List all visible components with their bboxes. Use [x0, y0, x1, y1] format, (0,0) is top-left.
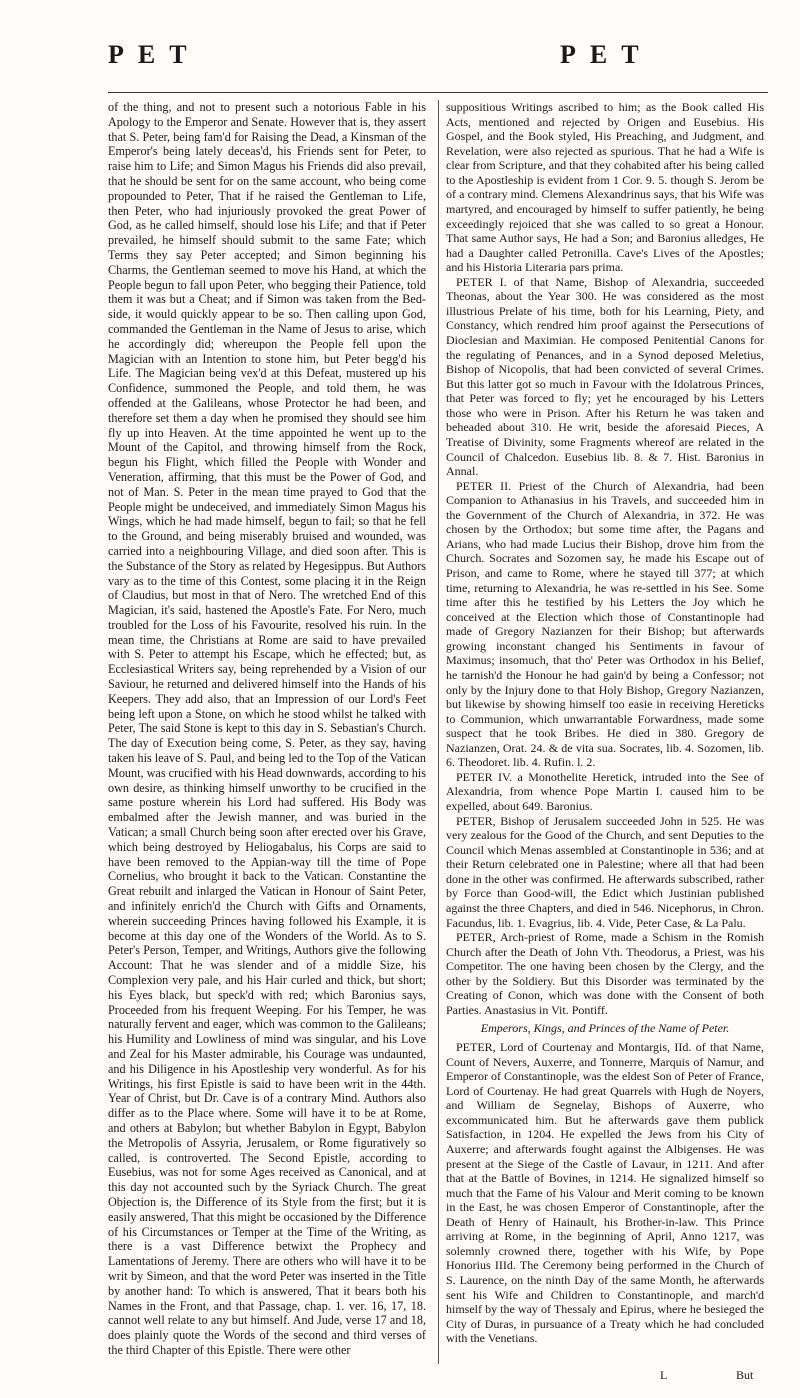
left-column-text: of the thing, and not to present such a notorious Fable in his Apology to the Emperor and Senate. However that is, they assert that S. Peter, being fam'd for Raising the Dead, a Kinsman of the Emperor's being lately deceas'd, his Friends sent for Peter, to raise him to Life; and Simon Magus his Friends did also prevail, that he should be sent for on the same account, who being come propounded to Peter, That if he raised the Gentleman to Life, then Peter, who had injuriously provoked the great Power of God, as he called himself, should lose his Life; and that if Peter prevailed, he himself should submit to the same Fate; which Terms they say Peter accepted; and Simon beginning his Charms, the Gentleman seemed to move his Hand, at which the People begun to fall upon Peter, who begging their Patience, told them it was but a Cheat; and if Simon was taken from the Bed-side, it would quickly appear to be so. Then calling upon God, commanded the Gentleman in the Name of Jesus to arise, which he accordingly did; whereupon the People fell upon the Magician with an Intention to stone him, but Peter begg'd his Life. The Magician being vex'd at this Defeat, mustered up his Confidence, summoned the People, and told them, he was offended at the Galileans, whose Protector he had been, and therefore set them a day when he promised they should see him fly up into Heaven. At the time appointed he went up to the Mount of the Capitol, and throwing himself from the Rock, begun his Flight, which filled the People with Wonder and Veneration, affirming, that this must be the Power of God, and not of Man. S. Peter in the mean time prayed to God that the People might be undeceived, and immediately Simon Magus his Wings, which he had made himself, begun to fail; so that he fell to the Ground, and being miserably bruised and wounded, was carried into a neighbouring Village, and died soon after. This is the Substance of the Story as related by Hegesippus. But Authors vary as to the time of this Contest, some placing it in the Reign of Claudius, but most in that of Nero. The wretched End of this Magician, it's said, hastened the Apostle's Fate. For Nero, much troubled for the Loss of his Favourite, resolved his ruin. In the mean time, the Christians at Rome are said to have prevailed with S. Peter to attempt his Escape, which he effected; but, as Ecclesiastical Writers say, being reprehended by a Vision of our Saviour, he returned and delivered himself into the Hands of his Keepers. They add also, that an Impression of our Lord's Feet being left upon a Stone, on which he stood whilst he talked with Peter, The said Stone is kept to this day in S. Sebastian's Church. The day of Execution being come, S. Peter, as they say, having taken his leave of S. Paul, and being led to the Top of the Vatican Mount, was crucified with his Head downwards, according to his own desire, as thinking himself unworthy to be crucified in the same posture wherein his Lord had suffered. His Body was embalmed after the Jewish manner, and was buried in the Vatican; a small Church being soon after erected over his Grave, which being destroyed by Heliogabalus, his Corps are said to have been removed to the Appian-way till the time of Pope Cornelius, who brought it back to the Vatican. Constantine the Great rebuilt and inlarged the Vatican in Honour of Saint Peter, and infinitely enrich'd the Church with Gifts and Ornaments, wherein succeeding Princes having followed his Example, it is become at this day one of the Wonders of the World. As to S. Peter's Person, Temper, and Writings, Authors give the following Account: That he was slender and of a middle Size, his Complexion very pale, and his Hair curled and thick, but short; his Eyes black, but speck'd with red; which Baronius says, Proceeded from his frequent Weeping. For his Temper, he was naturally fervent and eager, which was common to the Galileans; his Humility and Lowliness of mind was singular, and his Love and Zeal for his Master admirable, his Courage was undaunted, and his Diligence in his Apostleship very wonderful. As for his Writings, his first Epistle is said to have been writ in the 44th. Year of Christ, but Dr. Cave is of a contrary Mind. Authors also differ as to the Place where. Some will have it to be at Rome, and others at Babylon; but whether Babylon in Egypt, Babylon the Metropolis of Assyria, Jerusalem, or Rome figuratively so called, is controverted. The Second Epistle, according to Eusebius, was not for some Ages received as Canonical, and at this day not accounted such by the Syriack Church. The great Objection is, the Difference of its Style from the first; but it is easily answered, That this might be occasioned by the Difference of his Circumstances or Temper at the Time of the Writing, as there is a vast Difference betwixt the Prophecy and Lamentations of Jeremy. There are others who will have it to be writ by Simeon, and that the word Peter was inserted in the Title by another hand: To which is answered, That it bears both his Names in the Front, and that Passage, chap. 1. ver. 16, 17, 18. cannot well relate to any but himself. And Jude, verse 17 and 18, does plainly quote the Words of the second and third verses of the third Chapter of this Epistle. There were other [108, 100, 426, 1357]
entry-peter-archpriest: PETER, Arch-priest of Rome, made a Schism in the Romish Church after the Death of John Vth. Theodorus, a Priest, was his Competitor. The one having been chosen by the Clergy, and the other by the Soldiery. But this Disorder was terminated by the Creating of Conon, which was done with the Consent of both Parties. Anastasius in Vit. Pontiff. [446, 930, 764, 1017]
entry-peter-i: PETER I. of that Name, Bishop of Alexandria, succeeded Theonas, about the Year 300. He was considered as the most illustrious Prelate of his time, both for his Learning, Piety, and Constancy, which rendred him proof against the Persecutions of Dioclesian and Maximian. He composed Penitential Canons for the regulating of Penances, and in a Synod deposed Meletius, Bishop of Nicopolis, that had been convicted of several Crimes. But this latter got so much in Favour with the Idolatrous Princes, that Peter was forced to fly; yet he encouraged by his Letters those who were in Prison. After his Return he was taken and beheaded about 310. He writ, beside the aforesaid Pieces, A Treatise of Divinity, some Fragments whereof are related in the Council of Chalcedon. Eusebius lib. 8. & 7. Hist. Baronius in Annal. [446, 274, 764, 479]
running-head-left: PET [108, 40, 201, 69]
entry-peter-ii: PETER II. Priest of the Church of Alexandria, had been Companion to Athanasius in his Travels, and succeeded him in the Government of the Church of Alexandria, in 372. He was chosen by the Orthodox; but some time after, the Pagans and Arians, who had made Lucius their Bishop, drove him from the Church. Socrates and Sozomen say, he made his Escape out of Prison, and came to Rome, where he stayed till 377; at which time, returning to Alexandria, he was re-settled in his See. Some time after this he testified by his Letters the Joy which he conceived at the Election which those of Constantinople had made of Gregory Nazianzen for their Bishop; but afterwards growing inconstant changed his Sentiments in favour of Maximus; insomuch, that tho' Peter was Orthodox in his Belief, he tarnish'd the Honour he had gain'd by being a Confessor; not only by the Injury done to that Holy Bishop, Gregory Nazianzen, but likewise by showing himself too easie in receiving Hereticks to Communion, which unwarrantable Forwardness, made some suspect that he took Bribes. He died in 380. Gregory de Nazianzen, Orat. 24. & de vita sua. Socrates, lib. 4. Sozomen, lib. 6. Theodoret. lib. 4. Rufin. l. 2. [446, 478, 764, 770]
catchword: But [736, 1368, 754, 1382]
entry-peter-jerusalem: PETER, Bishop of Jerusalem succeeded John in 525. He was very zealous for the Good of the Church, and sent Deputies to the Council which Menas assembled at Constantinople in 536; and at their Return celebrated one in Palestine; where all that had been done in the other was confirmed. He afterwards subscribed, rather by Force than Good-will, the Edict which Justinian published against the three Chapters, and died in 546. Nicephorus, in Chron. Facundus, lib. 1. Evagrius, lib. 4. Vide, Peter Case, & La Palu. [446, 813, 764, 930]
right-column [446, 100, 764, 1346]
column-divider [438, 100, 439, 1364]
left-column [108, 100, 426, 1358]
intro-paragraph: suppositious Writings ascribed to him; as the Book called His Acts, mentioned and rejected by Origen and Eusebius. His Gospel, and the Book styled, His Preaching, and Judgment, and Revelation, were also rejected as spurious. That he had a Wife is clear from Scripture, and that they cohabited after his being called to the Apostleship is evident from 1 Cor. 9. 5. though S. Jerom be of a contrary mind. Clemens Alexandrinus says, that his Wife was martyred, and encouraged by himself to suffer patiently, he being exceedingly rejoiced that she was called to so great a Honour. That same Author says, He had a Son; and Baronius alledges, He had a Daughter called Petronilla. Cave's Lives of the Apostles; and his Historia Literaria pars prima. [446, 100, 764, 275]
running-head-right: PET [560, 40, 653, 69]
entry-peter-courtenay: PETER, Lord of Courtenay and Montargis, IId. of that Name, Count of Nevers, Auxerre, and Tonnerre, Marquis of Namur, and Emperor of Constantinople, was the eldest Son of Peter of France, Lord of Courtenay. He had great Quarrels with Hugh de Noyers, and William de Segnelay, Bishops of Auxerre, who excommunicated him. But he afterwards gave them publick Satisfaction, in 1204. He expelled the Jews from his City of Auxerre; and afterwards fought against the Albigenses. He was present at the Siege of the Castle of Lavaur, in 1211. And after that at the Battle of Bovines, in 1214. He signalized himself so much that the Fame of his Valour and Merit coming to be known in the East, he was chosen Emperor of Constantinople, after the Death of Henry of Hainault, his Brother-in-law. This Prince arriving at Rome, in the beginning of April, Anno 1217, was solemnly crowned there, together with his Wife, by Pope Honorius IIId. The Ceremony being performed in the Church of S. Laurence, on the ninth Day of the same Month, he afterwards sent his Wife and Children to Constantinople, and march'd himself by the way of Thessaly and Epirus, where he besieged the City of Duras, in pursuance of a Treaty which he had concluded with the Venetians. [446, 1040, 764, 1346]
signature-mark: L [660, 1368, 668, 1382]
section-subheading: Emperors, Kings, and Princes of the Name of Peter. [480, 1021, 730, 1036]
entry-peter-iv: PETER IV. a Monothelite Heretick, intruded into the See of Alexandria, from whence Pope Martin I. caused him to be expelled, about 649. Baronius. [446, 769, 764, 813]
header-rule [108, 92, 768, 93]
